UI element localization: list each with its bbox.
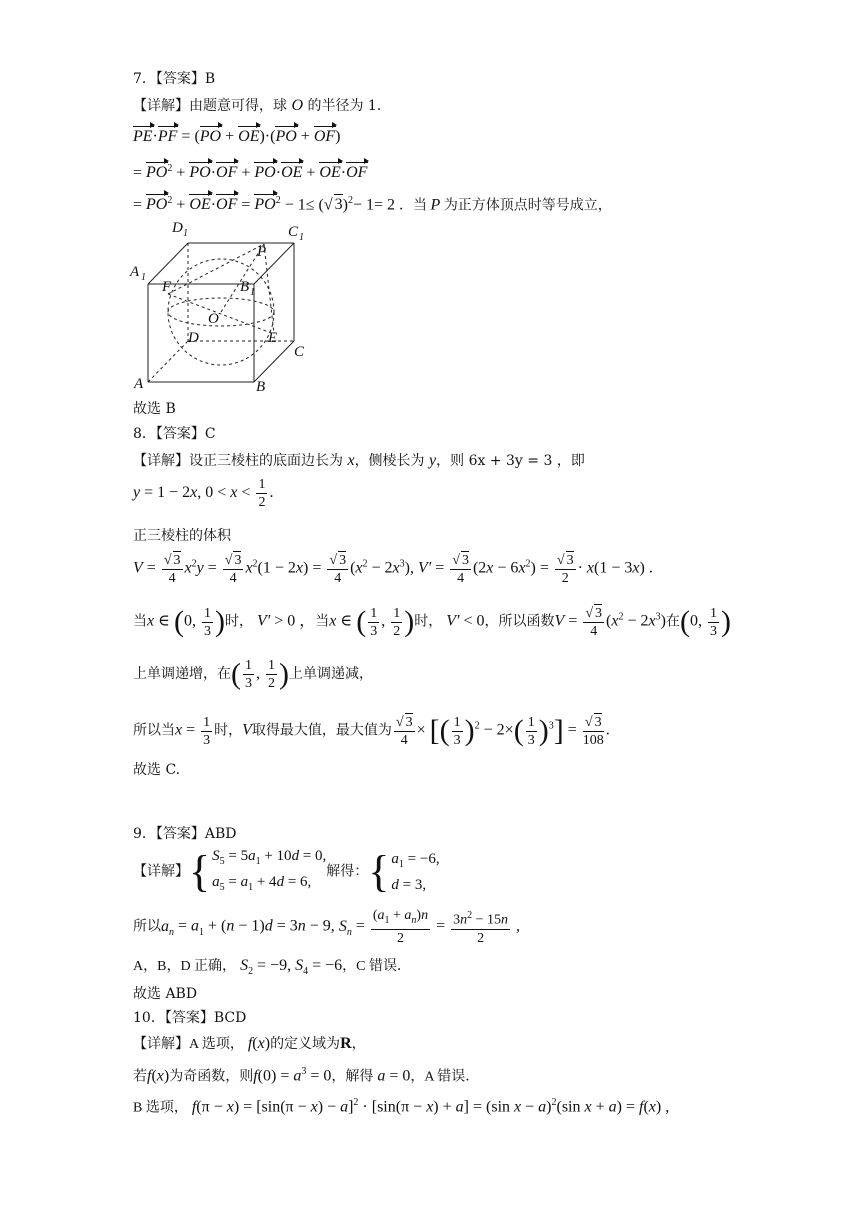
q7-cond-point: P (430, 196, 441, 214)
svg-text:B: B (240, 279, 250, 295)
q8-at: 在 (665, 614, 680, 630)
q8-incr: 上单调递增，在 (133, 667, 231, 683)
q8-y-expr: y = 1 − 2x, 0 < x < $\frac{1}{2}$ . (133, 477, 274, 510)
q8-detail-end: ，则 6x + 3y = 3 ，即 (436, 453, 585, 469)
q7-choose: 故选 B (133, 401, 176, 417)
svg-text:1: 1 (299, 232, 304, 243)
svg-text:1: 1 (250, 287, 255, 298)
q8-decr: 上单调递减， (289, 667, 373, 683)
q8-max-text: 取得最大值，最大值为 (251, 723, 392, 739)
q7-cond-lead: ．当 (399, 198, 431, 214)
svg-text:D: D (172, 220, 183, 236)
q10-b-label: B 选项， (133, 1100, 188, 1116)
q8-choose: 故选 C. (133, 762, 181, 778)
svg-text:P: P (257, 244, 267, 260)
cube-sphere-figure (128, 216, 308, 396)
q8-volume-label: 正三棱柱的体积 (133, 528, 231, 544)
q8-monotonic-2: 上单调递增，在( $\frac{1}{3}$ , $\frac{1}{2}$ )上单调递减， (133, 657, 373, 691)
svg-text:O: O (208, 311, 219, 327)
q9-header: 9．【答案】ABD (133, 826, 237, 842)
svg-text:A: A (130, 264, 140, 280)
q10-solved: ，解得 (331, 1069, 374, 1085)
q8-max-mid: 时， (214, 723, 243, 739)
q9-conclusion-text: A，B，D 正确， (133, 959, 237, 974)
q9-system: 【详解】 { $S_5 = 5a_1 + 10d = 0$, $a_5 = a_1 + 4d = 6$, 解得： { $a_1 = -6$, d = 3, (133, 847, 440, 896)
q8-max-v: V (242, 721, 252, 739)
q10-wrong: ，A 错误． (410, 1069, 480, 1085)
svg-text:1: 1 (183, 228, 188, 239)
svg-text:B: B (256, 379, 266, 395)
svg-text:A: A (134, 376, 144, 392)
q7-header: 7．【答案】B (133, 71, 216, 87)
q8-monotonic: 当x ∈ (0, $\frac{1}{3}$ )时， V′ > 0 ，当x ∈ ( $\frac{1}{3}$ , $\frac{1}{2}$ )时， V′ < 0，所以函数V = $\frac{√ 3}{4}$ $(x^2 - 2x^3)$在(0, $\frac{1}{3}$ ) (133, 605, 731, 639)
svg-text:F: F (162, 279, 172, 295)
q10-header: 10．【答案】BCD (133, 1010, 247, 1026)
q8-detail-lead: 【详解】设正三棱柱的底面边长为 (133, 453, 343, 469)
q7-detail-lead: 【详解】由题意可得，球 (133, 98, 292, 114)
q10-domain: 【详解】A 选项， f(x)的定义域为R， (133, 1035, 366, 1052)
q10-odd: 若f(x)为奇函数，则$f(0) = a^3 = 0$，解得 a = 0，A 错误． (133, 1066, 480, 1085)
q9-wrong: ，C 错误． (342, 959, 411, 974)
svg-text:1: 1 (141, 272, 146, 283)
q9-choose: 故选 ABD (133, 986, 198, 1002)
q9-general-term: 所以$a_n = a_1 + (n - 1)d = 3n - 9$, $S_n$ = $\frac{(a_1 + a_n)n}{2}$ = $\frac{3n^2 - 15n}{2}$ , (133, 908, 521, 946)
q8-detail-mid: ，侧棱长为 (354, 453, 425, 469)
q7-detail (133, 96, 391, 116)
q8-max: 所以当x = $\frac{1}{3}$ 时，V取得最大值，最大值为 $\frac{√ 3}{4}$ × [( $\frac{1}{3}$ )$^2$ − 2×( $\frac{1}{3}$ )$^3$] = $\frac{√ 3}{108}$ . (133, 714, 610, 748)
q9-conclusion: A，B，D 正确， $S_2 = -9$, $S_4 = -6$，C 错误． (133, 957, 411, 978)
svg-text:D: D (188, 330, 199, 346)
svg-text:E: E (268, 330, 278, 346)
q10-domain-r: R (340, 1035, 352, 1052)
q10-detail-a: 【详解】A 选项， (133, 1037, 244, 1052)
svg-text:C: C (288, 224, 299, 240)
q8-when: 当 (133, 614, 147, 630)
q9-detail: 【详解】 (133, 864, 189, 880)
q9-solved: 解得： (326, 864, 369, 880)
q7-detail-tail: 的半径为 1． (303, 98, 391, 114)
q10-domain-text: 的定义域为 (270, 1037, 341, 1052)
q10-if: 若 (133, 1069, 147, 1085)
svg-text:C: C (294, 344, 305, 360)
q9-so: 所以 (133, 919, 161, 935)
q8-when-mid-1: 时， (224, 614, 253, 630)
q8-detail: 【详解】设正三棱柱的底面边长为 x，侧棱长为 y，则 6x + 3y = 3 ，即 (133, 452, 585, 469)
q8-so-when: 所以当 (133, 723, 175, 739)
q10-b-option: B 选项， $f(\pi - x) = [\sin(\pi - x) - a]^2 \cdot [\sin(\pi - x) + a] = (\sin$ x − a)$^2$(sin x + a) = f(x) , (133, 1097, 670, 1116)
q10-odd-text: 为奇函数，则 (169, 1069, 254, 1085)
q8-func: ，所以函数 (484, 614, 555, 630)
q8-volume-eq: V = $\frac{√ 3}{4}$ $x^2y$ = $\frac{√ 3}{4}$ $x^2(1 - 2x)$ = $\frac{√ 3}{4}$ $(x^2 - 2x^3)$, V′ = $\frac{√ 3}{4}$ $(2x - 6x^2)$ = $\frac{√ 3}{2}$ · x(1 − 3x) . (133, 553, 653, 586)
q8-when-2: 当 (315, 614, 330, 630)
q8-header: 8．【答案】C (133, 426, 216, 442)
q7-eq-1: PE·PF = (PO + OE)·(PO + OF) (133, 128, 341, 145)
q8-when-mid-2: 时， (414, 614, 443, 630)
q7-sphere-symbol: O (291, 97, 304, 114)
q7-eq-2: = $PO^2 + PO\cdot OF + PO\cdot OE + OE\cdot OF$ (133, 163, 368, 182)
q7-cond-tail: 为正方体顶点时等号成立， (440, 198, 612, 214)
q7-eq-3: = $PO^2 + OE\cdot OF = PO^2 - 1\le$ (√ 3)$^2$− 1= 2 ．当 P 为正方体顶点时等号成立， (133, 195, 612, 214)
